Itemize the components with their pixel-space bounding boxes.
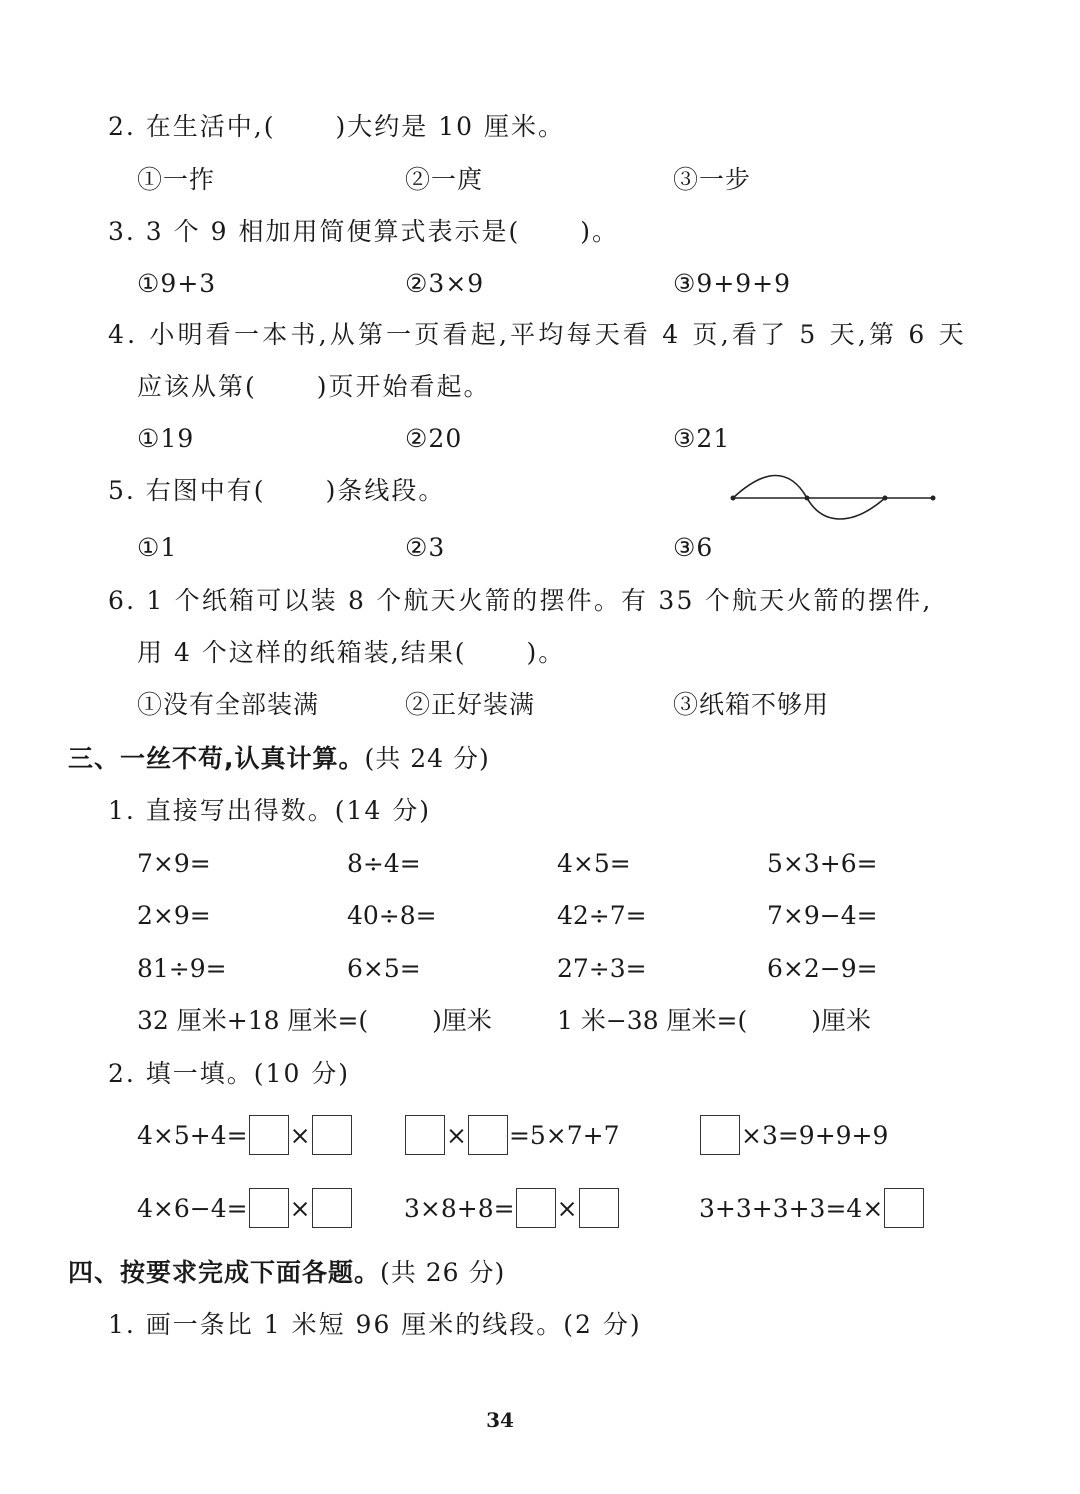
answer-box[interactable] [249, 1115, 289, 1155]
q4-option-3[interactable]: ③21 [673, 424, 731, 453]
calc-item[interactable]: 6×5= [347, 954, 421, 983]
unit-b-suffix: )厘米 [811, 1006, 872, 1035]
answer-box[interactable] [405, 1115, 445, 1155]
question-5-prefix: 5. 右图中有( [108, 476, 266, 505]
question-6-suffix: )。 [526, 638, 566, 667]
q5-option-2[interactable]: ②3 [405, 533, 446, 562]
answer-box[interactable] [700, 1115, 740, 1155]
calc-item[interactable]: 7×9−4= [767, 901, 878, 930]
question-6-prefix: 用 4 个这样的纸箱装,结果( [137, 638, 467, 667]
unit-b-prefix: 1 米−38 厘米=( [557, 1006, 748, 1035]
calc-item[interactable]: 7×9= [137, 849, 211, 878]
question-2-suffix: )大约是 10 厘米。 [335, 112, 565, 141]
answer-box[interactable] [312, 1188, 352, 1228]
unit-a-suffix: )厘米 [432, 1006, 492, 1035]
answer-box[interactable] [468, 1115, 508, 1155]
calc-item[interactable]: 81÷9= [137, 954, 227, 983]
intersection-dot [805, 496, 810, 501]
endpoint-dot [731, 496, 736, 501]
answer-box[interactable] [516, 1188, 556, 1228]
unit-a-prefix: 32 厘米+18 厘米=( [137, 1006, 369, 1035]
section-3-title: 三、一丝不苟,认真计算。 [68, 744, 365, 773]
q5-option-3[interactable]: ③6 [673, 533, 714, 562]
unit-conversion-a [137, 1008, 492, 1033]
answer-box[interactable] [579, 1188, 619, 1228]
q6-option-1[interactable]: ①没有全部装满 [137, 690, 320, 719]
section-3-points: (共 24 分) [364, 744, 490, 773]
q4-option-1[interactable]: ①19 [137, 424, 195, 453]
q5-option-1[interactable]: ①1 [137, 533, 178, 562]
calc-item[interactable]: 27÷3= [557, 954, 647, 983]
unit-conversion-b [557, 1008, 871, 1033]
intersection-dot [883, 496, 888, 501]
section-3-heading [68, 746, 490, 771]
q2-option-1[interactable]: ①一拃 [137, 165, 216, 194]
fill-row-2b [404, 1188, 620, 1228]
question-2 [108, 114, 565, 139]
fill-row-1b [404, 1115, 620, 1155]
q2-option-3[interactable]: ③一步 [673, 165, 752, 194]
q3-option-3[interactable]: ③9+9+9 [673, 269, 792, 298]
question-5-suffix: )条线段。 [325, 476, 446, 505]
fill-text: 3×8+8= [404, 1193, 515, 1223]
calc-item[interactable]: 6×2−9= [767, 954, 878, 983]
question-4-line-2 [137, 374, 491, 399]
calc-item[interactable]: 2×9= [137, 901, 211, 930]
q6-option-3[interactable]: ③纸箱不够用 [673, 690, 830, 719]
q3-option-1[interactable]: ①9+3 [137, 269, 217, 298]
answer-box[interactable] [249, 1188, 289, 1228]
calc-item[interactable]: 40÷8= [347, 901, 437, 930]
question-4-suffix: )页开始看起。 [316, 372, 491, 401]
times-sign: × [556, 1193, 578, 1223]
answer-box[interactable] [312, 1115, 352, 1155]
section-4-title: 四、按要求完成下面各题。 [68, 1258, 381, 1287]
endpoint-dot [931, 496, 936, 501]
fill-text: =5×7+7 [508, 1120, 620, 1150]
q3-option-2[interactable]: ②3×9 [405, 269, 485, 298]
times-sign: × [446, 1120, 467, 1150]
answer-box[interactable] [884, 1188, 924, 1228]
q4-option-2[interactable]: ②20 [405, 424, 463, 453]
fill-row-2c [699, 1188, 925, 1228]
question-2-prefix: 2. 在生活中,( [108, 112, 276, 141]
fill-row-1c [699, 1115, 888, 1155]
question-4-prefix: 应该从第( [137, 372, 257, 401]
fill-row-2a [137, 1188, 353, 1228]
fill-text: 3+3+3+3=4× [699, 1193, 884, 1223]
calc-item[interactable]: 4×5= [557, 849, 631, 878]
times-sign: × [289, 1193, 311, 1223]
section-4-sub-1: 1. 画一条比 1 米短 96 厘米的线段。(2 分) [108, 1310, 642, 1339]
times-sign: × [289, 1120, 311, 1150]
question-4-line-1: 4. 小明看一本书,从第一页看起,平均每天看 4 页,看了 5 天,第 6 天 [108, 320, 967, 349]
calc-item[interactable]: 5×3+6= [767, 849, 878, 878]
fill-text: 4×6−4= [137, 1193, 248, 1223]
q6-option-2[interactable]: ②正好装满 [405, 690, 536, 719]
line-segment-figure [725, 470, 940, 530]
question-3 [108, 219, 619, 244]
fill-text: ×3=9+9+9 [741, 1120, 889, 1150]
section-4-points: (共 26 分) [380, 1258, 506, 1287]
fill-row-1a [137, 1115, 353, 1155]
calc-item[interactable]: 8÷4= [347, 849, 421, 878]
page-number: 34 [486, 1408, 514, 1432]
question-3-suffix: )。 [580, 217, 619, 246]
section-3-sub-2: 2. 填一填。(10 分) [108, 1059, 351, 1088]
question-6-line-2 [137, 640, 565, 665]
section-3-sub-1: 1. 直接写出得数。(14 分) [108, 796, 432, 825]
q2-option-2[interactable]: ②一庹 [405, 165, 484, 194]
calc-item[interactable]: 42÷7= [557, 901, 647, 930]
section-4-heading [68, 1260, 505, 1285]
question-6-line-1: 6. 1 个纸箱可以装 8 个航天火箭的摆件。有 35 个航天火箭的摆件, [108, 586, 933, 615]
question-3-prefix: 3. 3 个 9 相加用简便算式表示是( [108, 217, 521, 246]
question-5 [108, 478, 445, 503]
fill-text: 4×5+4= [137, 1120, 248, 1150]
